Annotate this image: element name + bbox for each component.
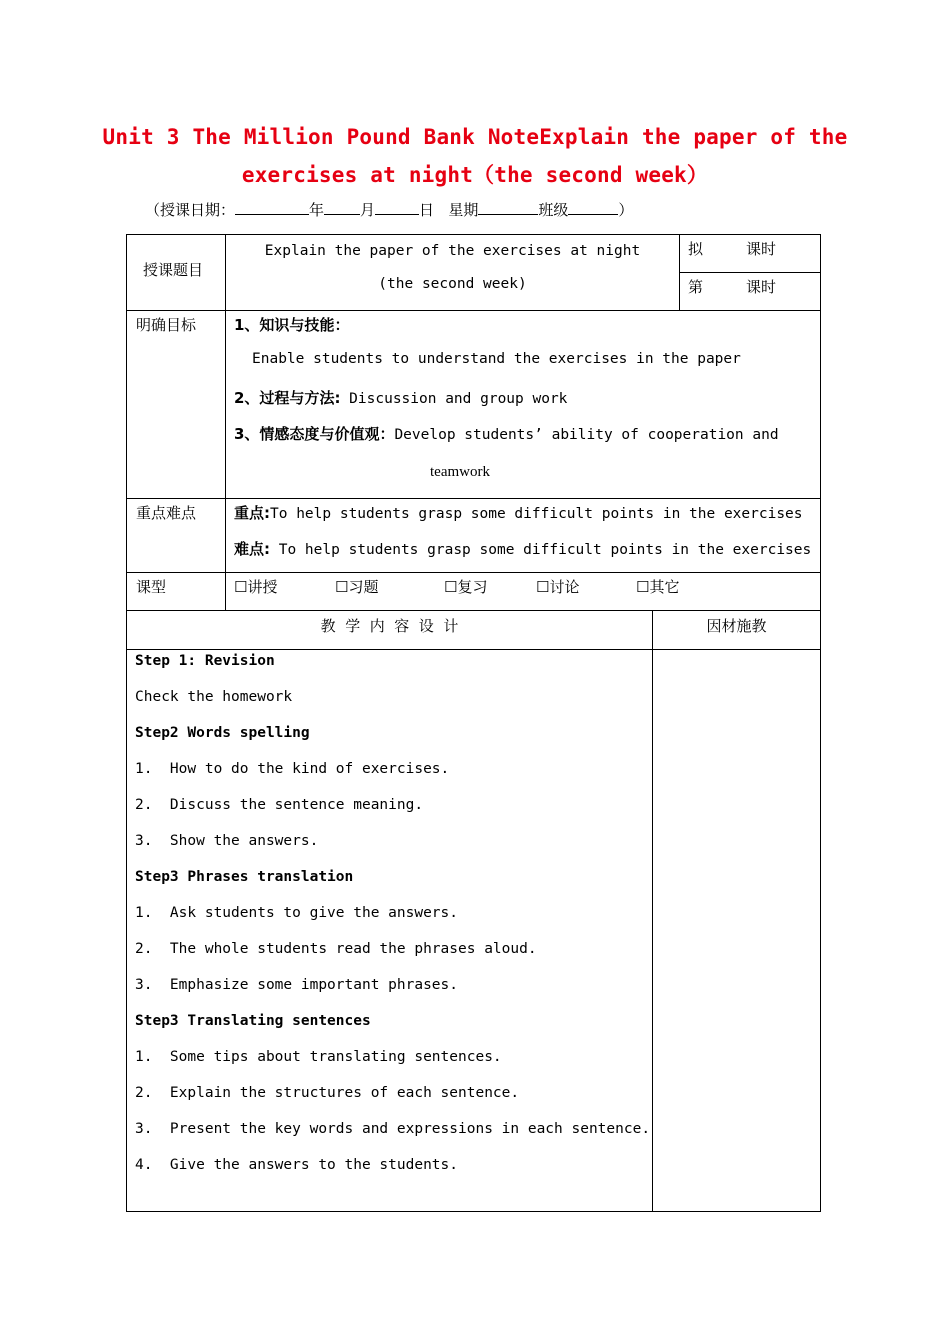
goal3-text-2: teamwork: [430, 464, 490, 480]
diff-text: To help students grasp some difficult points in the exercises: [278, 542, 812, 558]
list-item: 1. Ask students to give the answers.: [135, 905, 459, 921]
class-label: 班级: [538, 201, 569, 219]
diff-title: 难点:: [234, 540, 270, 558]
list-item: 1. How to do the kind of exercises.: [135, 761, 450, 777]
goals-label-cell: [126, 310, 226, 499]
plan-unit: 课时: [746, 240, 777, 258]
document-title: [100, 118, 850, 194]
goal2-text: Discussion and group work: [349, 391, 568, 407]
title-line-1: Unit 3 The Million Pound Bank NoteExplain the paper of the: [102, 125, 848, 149]
key-title: 重点:: [234, 504, 270, 522]
step1-text: Check the homework: [135, 689, 293, 705]
seq-label: 第: [688, 278, 704, 296]
list-item: 2. Explain the structures of each sentence.: [135, 1085, 520, 1101]
type-option-review[interactable]: ☐复习: [444, 578, 488, 596]
month-blank: [324, 200, 360, 215]
month-label: 月: [360, 201, 376, 219]
title-line-2: exercises at night（the second week）: [241, 163, 709, 187]
year-blank: [235, 200, 309, 215]
goal1-text: Enable students to understand the exercises in the paper: [252, 351, 741, 367]
topic-label: 授课题目: [143, 261, 204, 279]
list-item: 2. Discuss the sentence meaning.: [135, 797, 424, 813]
goal3-text: Develop students’ ability of cooperation and: [394, 427, 779, 443]
topic-line-1: Explain the paper of the exercises at night: [264, 243, 641, 259]
design-header: 教 学 内 容 设 计: [320, 617, 459, 635]
type-option-other[interactable]: ☐其它: [636, 578, 680, 596]
type-option-lecture[interactable]: ☐讲授: [234, 578, 278, 596]
type-label: 课型: [136, 578, 167, 596]
list-item: 4. Give the answers to the students.: [135, 1157, 459, 1173]
key-text: To help students grasp some difficult points in the exercises: [270, 506, 803, 522]
goal1-title: 1、知识与技能：: [234, 316, 350, 334]
step4-title: Step3 Translating sentences: [135, 1013, 371, 1029]
day-label: 日: [419, 201, 435, 219]
goals-label: 明确目标: [136, 316, 197, 334]
year-label: 年: [309, 201, 325, 219]
goal2-title: 2、过程与方法:: [234, 389, 341, 407]
type-option-discussion[interactable]: ☐讨论: [536, 578, 580, 596]
class-blank: [568, 200, 618, 215]
weekday-label: 星期: [448, 201, 479, 219]
date-close: ）: [618, 201, 634, 219]
type-cell: [225, 572, 821, 611]
step2-title: Step2 Words spelling: [135, 725, 310, 741]
key-label: 重点难点: [136, 504, 197, 522]
list-item: 3. Present the key words and expressions in each sentence.: [135, 1121, 651, 1137]
list-item: 1. Some tips about translating sentences.: [135, 1049, 502, 1065]
step1-title: Step 1: Revision: [135, 653, 275, 669]
list-item: 3. Show the answers.: [135, 833, 319, 849]
date-open: （授课日期：: [145, 201, 236, 219]
side-header: 因材施教: [706, 617, 767, 635]
list-item: 3. Emphasize some important phrases.: [135, 977, 459, 993]
goal3-title: 3、情感态度与价值观：: [234, 425, 395, 443]
seq-unit: 课时: [746, 278, 777, 296]
topic-line-2: (the second week): [378, 276, 527, 292]
side-content-cell: [652, 649, 821, 1212]
date-line: [145, 199, 633, 220]
step3-title: Step3 Phrases translation: [135, 869, 354, 885]
list-item: 2. The whole students read the phrases aloud.: [135, 941, 537, 957]
weekday-blank: [478, 200, 538, 215]
day-blank: [375, 200, 419, 215]
type-option-exercise[interactable]: ☐习题: [335, 578, 379, 596]
plan-label: 拟: [688, 240, 704, 258]
